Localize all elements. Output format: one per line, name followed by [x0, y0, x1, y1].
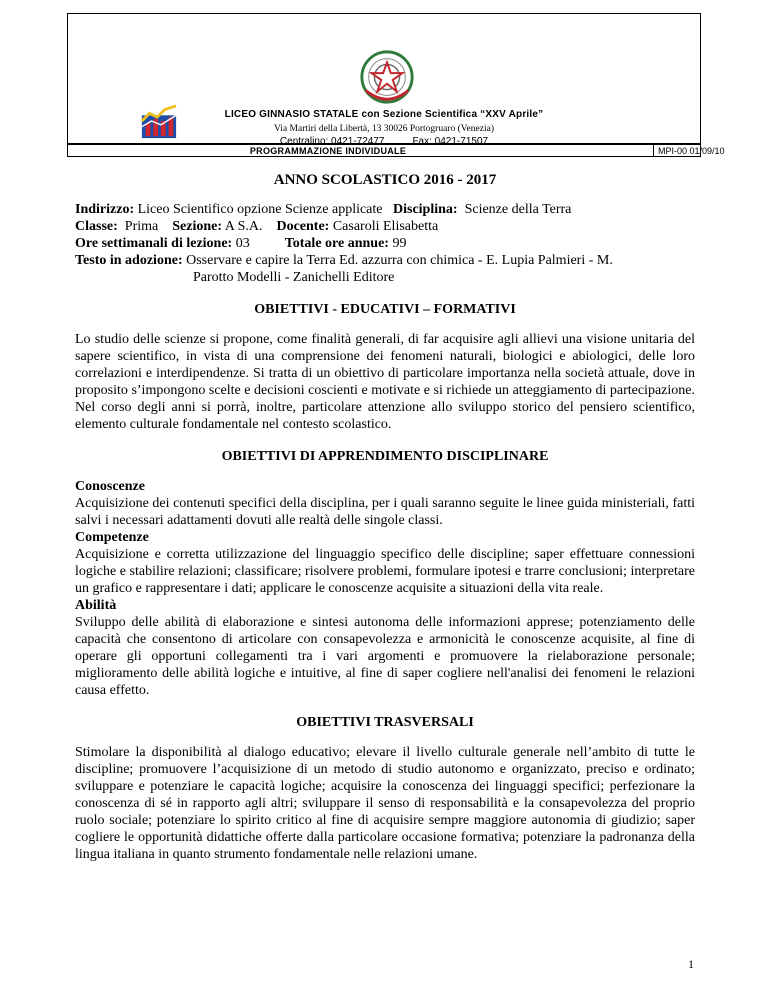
divider: [653, 145, 654, 157]
disciplina-label: Disciplina:: [393, 202, 458, 217]
abilita-title: Abilità: [75, 598, 117, 613]
testo-value-line-2: Parotto Modelli - Zanichelli Editore: [193, 270, 395, 285]
competenze-text: Acquisizione e corretta utilizzazione del linguaggio specifico delle discipline; saper effettuare connessioni logiche e stabilire relazioni; classificare; risolvere problemi, formulare ipotesi e trarre conclusioni; interpretare un grafico e rappresentare i dati; applicare le conoscenze acquisite a situazioni della vita reale.: [75, 547, 695, 596]
obiettivi-educativi-text: Lo studio delle scienze si propone, come finalità generali, di far acquisire agli allievi una visione unitaria del sapere scientifico, in vista di una comprensione dei fenomeni naturali, biologici e abiologici, delle loro correlazioni e interdipendenze. Si tratta di un obiettivo di particolare importanza nella società attuale, dove in proposito s’impongono scelte e decisioni coscienti e motivate e si richiede un atteggiamento di partecipazione. Nel corso degli anni si porrà, inoltre, particolare attenzione allo sviluppo storico del pensiero scientifico, elemento culturale fondamentale nel contesto scolastico.: [75, 332, 695, 432]
indirizzo-value: Liceo Scientifico opzione Scienze applicate: [137, 202, 383, 217]
info-testo: [75, 252, 695, 269]
info-indirizzo: [75, 201, 695, 218]
info-ore: [75, 235, 695, 252]
italian-republic-emblem-icon: [358, 48, 416, 106]
anno-scolastico: ANNO SCOLASTICO 2016 - 2017: [273, 172, 497, 188]
ore-annue-label: Totale ore annue:: [284, 236, 389, 251]
disciplina-value: Scienze della Terra: [464, 202, 572, 217]
school-logo-icon: [140, 102, 178, 140]
docente-label: Docente:: [276, 219, 330, 234]
ore-settimanali-label: Ore settimanali di lezione:: [75, 236, 233, 251]
classe-label: Classe:: [75, 219, 118, 234]
ore-settimanali-value: 03: [235, 236, 250, 251]
testo-label: Testo in adozione:: [75, 253, 183, 268]
document-body: [75, 172, 695, 863]
conoscenze-title: Conoscenze: [75, 479, 145, 494]
competenze-title: Competenze: [75, 530, 149, 545]
phone-number: Centralino: 0421-72477: [279, 136, 385, 147]
page-number: 1: [688, 957, 694, 971]
testo-value-line-1: Osservare e capire la Terra Ed. azzurra con chimica - E. Lupia Palmieri - M.: [186, 253, 613, 268]
document-code: MPI-00 01/09/10: [658, 146, 725, 156]
school-name: LICEO GINNASIO STATALE con Sezione Scientifica “XXV Aprile”: [224, 109, 544, 120]
programmazione-title: PROGRAMMAZIONE INDIVIDUALE: [249, 146, 407, 156]
letterhead: [67, 13, 701, 157]
conoscenze-text: Acquisizione dei contenuti specifici della disciplina, per i quali saranno seguite le linee guida ministeriali, fatti salvi i necessari adattamenti dovuti alle realtà delle singole classi.: [75, 496, 695, 528]
section-title-obiettivi-apprendimento: OBIETTIVI DI APPRENDIMENTO DISCIPLINARE: [221, 449, 549, 464]
info-testo-continued: [75, 269, 695, 286]
info-classe: [75, 218, 695, 235]
fax-number: Fax: 0421-71507: [412, 136, 489, 147]
sezione-label: Sezione:: [172, 219, 222, 234]
section-title-obiettivi-trasversali: OBIETTIVI TRASVERSALI: [296, 715, 474, 730]
indirizzo-label: Indirizzo:: [75, 202, 135, 217]
obiettivi-trasversali-text: Stimolare la disponibilità al dialogo educativo; elevare il livello culturale generale nell’ambito di tutte le discipline; promuovere l’acquisizione di un metodo di studio autonomo e organizzato, preciso e ordinato; sviluppare e potenziare le capacità logiche; acquisire la conoscenza dei linguaggi specifici; perfezionare la conoscenza di sé in rapporto agli altri; sviluppare il senso di responsabilità e la consapevolezza del proprio ruolo sociale; potenziare lo spirito critico al fine di acquisire sempre maggiore autonomia di giudizio; saper cogliere le opportunità didattiche offerte dalla particolare occasione formativa; potenziare la padronanza della lingua italiana in quanto strumento fondamentale nelle relazioni umane.: [75, 745, 695, 862]
docente-value: Casaroli Elisabetta: [332, 219, 439, 234]
classe-value: Prima: [124, 219, 159, 234]
abilita-text: Sviluppo delle abilità di elaborazione e sintesi autonoma delle informazioni apprese; potenziamento delle capacità che consentono di articolare con consapevolezza e armonicità le conoscenze acquisite, al fine di operare gli opportuni collegamenti tra i vari argomenti e promuovere la rielaborazione personale; miglioramento delle abilità logiche e intuitive, al fine di saper cogliere nell'analisi dei fenomeni le relazioni causa effetto.: [75, 615, 695, 698]
programmazione-bar: [67, 143, 725, 157]
sezione-value: A S.A.: [224, 219, 263, 234]
ore-annue-value: 99: [392, 236, 407, 251]
school-address: Via Martiri della Libertà, 13 30026 Portogruaro (Venezia): [274, 124, 494, 134]
section-title-obiettivi-educativi: OBIETTIVI - EDUCATIVI – FORMATIVI: [254, 302, 516, 317]
